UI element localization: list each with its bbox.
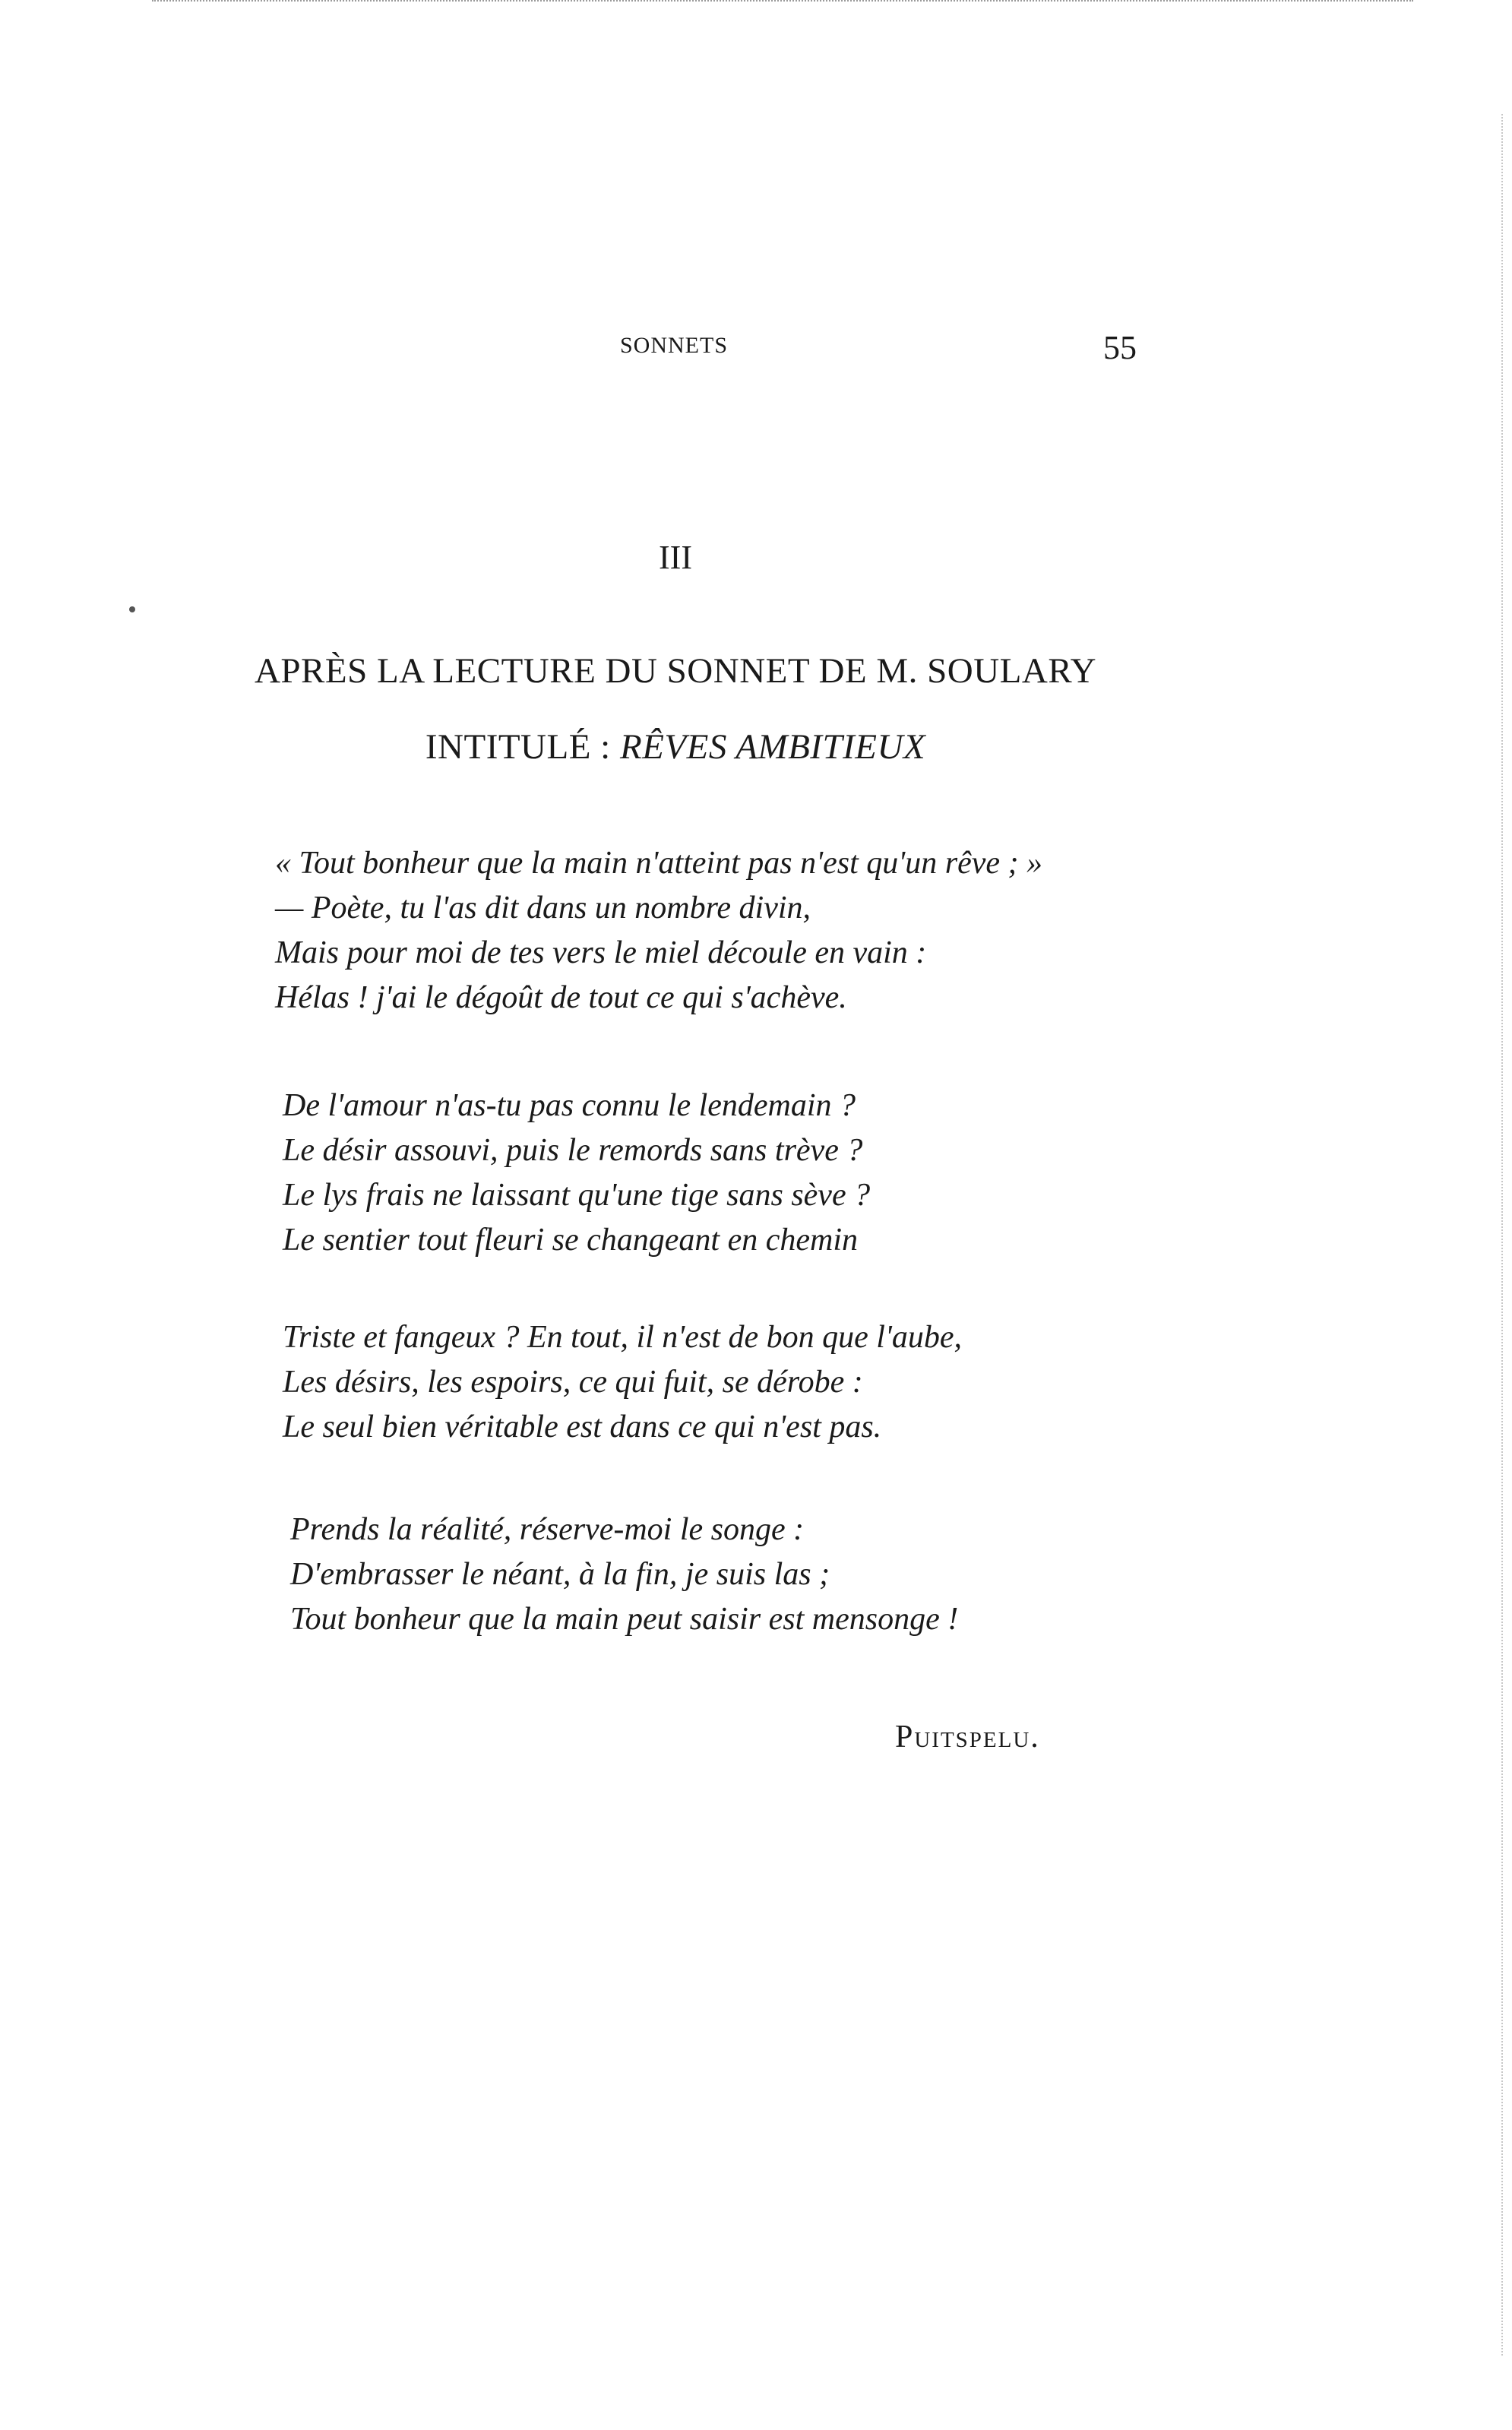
verse-line: Le désir assouvi, puis le remords sans trève ? xyxy=(283,1133,863,1168)
verse-line: — Poète, tu l'as dit dans un nombre divin, xyxy=(275,891,811,925)
ink-speck xyxy=(129,606,135,612)
stanza-4 xyxy=(290,1508,958,1642)
poem-title-emphasis: RÊVES AMBITIEUX xyxy=(619,727,926,767)
verse-line: Le seul bien véritable est dans ce qui n'est pas. xyxy=(283,1410,882,1444)
section-number: III xyxy=(659,539,692,576)
verse-line: Prends la réalité, réserve-moi le songe : xyxy=(290,1512,805,1547)
poem-title-prefix: INTITULÉ : xyxy=(425,727,620,767)
poem-title-line-2 xyxy=(0,726,1351,767)
verse-line: Mais pour moi de tes vers le miel découle en vain : xyxy=(275,935,927,970)
stanza-1 xyxy=(275,841,1042,1020)
stanza-3 xyxy=(283,1315,962,1450)
verse-line: De l'amour n'as-tu pas connu le lendemain ? xyxy=(283,1088,856,1123)
page-right-edge xyxy=(1501,114,1503,2356)
verse-line: Tout bonheur que la main peut saisir est mensonge ! xyxy=(290,1602,959,1637)
stanza-2 xyxy=(283,1084,870,1263)
verse-line: Triste et fangeux ? En tout, il n'est de bon que l'aube, xyxy=(283,1320,963,1355)
running-head-title: SONNETS xyxy=(620,333,729,358)
verse-line: Le lys frais ne laissant qu'une tige sans sève ? xyxy=(283,1178,871,1213)
verse-line: Le sentier tout fleuri se changeant en chemin xyxy=(283,1223,859,1258)
page-top-edge xyxy=(152,0,1413,5)
poem-title-line-1: APRÈS LA LECTURE DU SONNET DE M. SOULARY xyxy=(254,651,1097,691)
page-number: 55 xyxy=(1103,329,1137,366)
verse-line: Les désirs, les espoirs, ce qui fuit, se dérobe : xyxy=(283,1365,863,1400)
verse-line: Hélas ! j'ai le dégoût de tout ce qui s'achève. xyxy=(275,980,847,1015)
running-head xyxy=(0,329,1512,366)
author-signature: Puitspelu. xyxy=(895,1720,1040,1754)
verse-line: « Tout bonheur que la main n'atteint pas n'est qu'un rêve ; » xyxy=(275,846,1042,881)
verse-line: D'embrasser le néant, à la fin, je suis las ; xyxy=(290,1557,830,1592)
